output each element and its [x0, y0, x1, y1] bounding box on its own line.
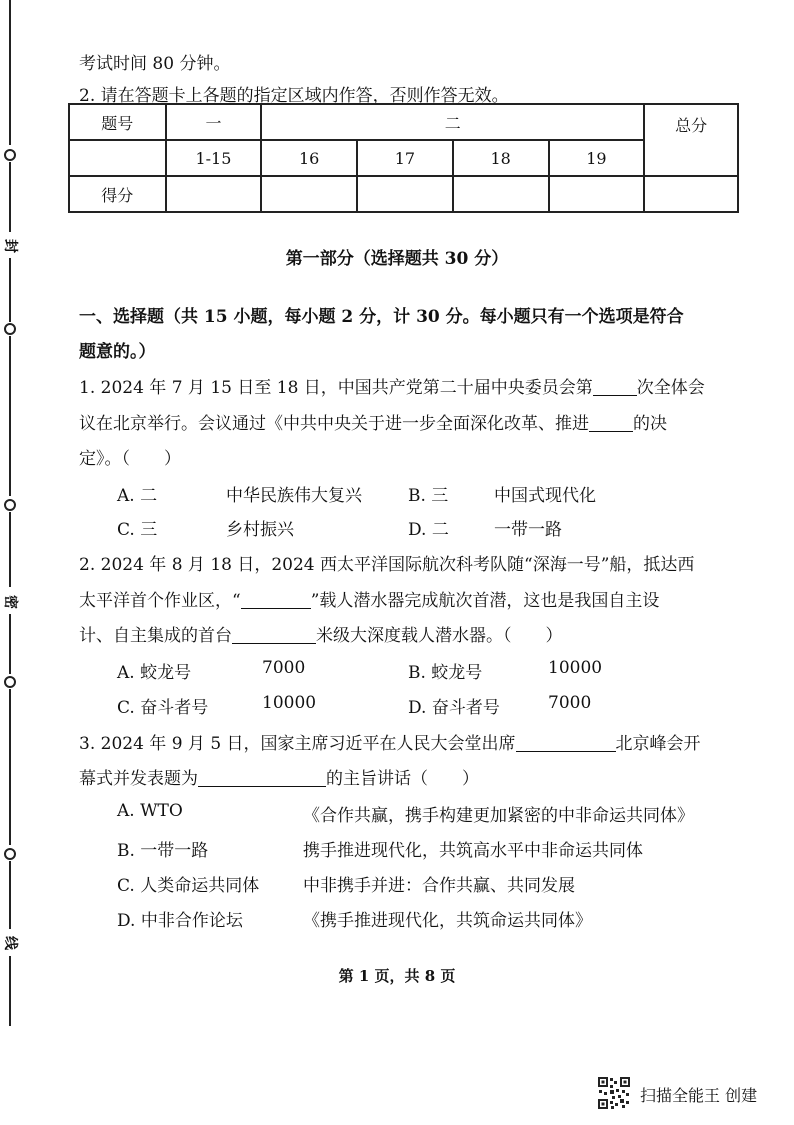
- q2-blank-1[interactable]: [241, 591, 311, 609]
- score-field[interactable]: [357, 176, 453, 212]
- q2-line-1: 2. 2024 年 8 月 18 日，2024 西太平洋国际航次科考队随“深海一号”船，抵达西: [79, 555, 695, 575]
- q2-option-c-letter[interactable]: C. 奋斗者号: [117, 698, 209, 718]
- answer-area-note: 2. 请在答题卡上各题的指定区域内作答，否则作答无效。: [79, 86, 509, 106]
- q2-option-a-text: 7000: [262, 658, 306, 678]
- binding-line: [9, 162, 11, 232]
- score-sub-19: 19: [549, 140, 645, 176]
- score-field-total[interactable]: [644, 176, 738, 212]
- score-sub-1-15: 1-15: [166, 140, 262, 176]
- q1-option-a-text: 中华民族伟大复兴: [226, 486, 362, 506]
- q1-line-1: [79, 373, 705, 398]
- q2-option-d-letter[interactable]: D. 奋斗者号: [408, 698, 500, 718]
- binding-circle: [4, 323, 16, 335]
- q3-option-b-text: 携手推进现代化，共筑高水平中非命运共同体: [303, 841, 643, 861]
- q1-option-c-letter[interactable]: C. 三: [117, 520, 158, 540]
- q1-line-2: [79, 409, 667, 434]
- binding-line: [9, 689, 11, 845]
- binding-line: [9, 614, 11, 674]
- score-table: [68, 103, 739, 213]
- q3-blank-1[interactable]: [516, 734, 616, 752]
- q2-text: 计、自主集成的首台: [79, 626, 232, 646]
- q1-text: 的决: [633, 414, 667, 434]
- q1-option-b-letter[interactable]: B. 三: [408, 486, 449, 506]
- binding-line: [9, 336, 11, 496]
- q1-option-d-letter[interactable]: D. 二: [408, 520, 449, 540]
- q2-text: ”载人潜水器完成航次首潜，这也是我国自主设: [310, 591, 660, 611]
- q1-option-c-text: 乡村振兴: [226, 520, 294, 540]
- q3-line-2: [79, 764, 479, 789]
- section-title: 一、选择题（共 15 小题，每小题 2 分，计 30 分。每小题只有一个选项是符合: [79, 307, 684, 327]
- q2-line-2: [79, 586, 659, 611]
- q3-option-d-text: 《携手推进现代化，共筑命运共同体》: [303, 911, 592, 931]
- binding-line: [9, 512, 11, 587]
- q2-option-a-letter[interactable]: A. 蛟龙号: [117, 663, 192, 683]
- q3-option-d-letter[interactable]: D. 中非合作论坛: [117, 911, 243, 931]
- binding-circle: [4, 848, 16, 860]
- q2-option-d-text: 7000: [548, 693, 592, 713]
- q2-blank-2[interactable]: [232, 626, 316, 644]
- q1-line-3: 定》。（ ）: [79, 449, 181, 469]
- q3-blank-2[interactable]: [198, 769, 326, 787]
- q1-option-d-text: 一带一路: [494, 520, 562, 540]
- score-header-part2: 二: [261, 104, 644, 140]
- q1-option-a-letter[interactable]: A. 二: [117, 486, 158, 506]
- q3-text: 北京峰会开: [615, 734, 701, 754]
- q1-option-b-text: 中国式现代化: [494, 486, 596, 506]
- q2-option-b-letter[interactable]: B. 蛟龙号: [408, 663, 483, 683]
- binding-margin: [0, 0, 30, 1040]
- binding-char-xian: 线: [2, 936, 18, 950]
- q2-text: 太平洋首个作业区，“: [79, 591, 241, 611]
- q3-option-c-letter[interactable]: C. 人类命运共同体: [117, 876, 260, 896]
- binding-circle: [4, 676, 16, 688]
- q3-option-a-letter[interactable]: A. WTO: [117, 801, 183, 821]
- q2-option-c-text: 10000: [262, 693, 317, 713]
- q1-text: 次全体会: [636, 378, 705, 398]
- score-field[interactable]: [261, 176, 357, 212]
- page-number: 第 1 页，共 8 页: [338, 967, 456, 985]
- part-title: 第一部分（选择题共 30 分）: [285, 249, 509, 269]
- binding-line: [9, 0, 11, 145]
- q1-blank-2[interactable]: [589, 414, 633, 432]
- q3-option-c-text: 中非携手并进：合作共赢、共同发展: [303, 876, 575, 896]
- q1-blank-1[interactable]: [593, 378, 637, 396]
- score-sub-16: 16: [261, 140, 357, 176]
- q2-option-b-text: 10000: [548, 658, 603, 678]
- score-sub-17: 17: [357, 140, 453, 176]
- binding-circle: [4, 499, 16, 511]
- scanner-watermark: 扫描全能王 创建: [640, 1086, 758, 1105]
- q1-text: 1. 2024 年 7 月 15 日至 18 日，中国共产党第二十届中央委员会第: [79, 378, 593, 398]
- q3-option-b-letter[interactable]: B. 一带一路: [117, 841, 209, 861]
- q3-text: 3. 2024 年 9 月 5 日，国家主席习近平在人民大会堂出席: [79, 734, 516, 754]
- q2-line-3: [79, 621, 563, 646]
- q2-text: 米级大深度载人潜水器。（ ）: [316, 626, 563, 646]
- score-sub-18: 18: [453, 140, 549, 176]
- score-header-total: 总分: [644, 104, 738, 176]
- score-field[interactable]: [453, 176, 549, 212]
- q3-text: 的主旨讲话（ ）: [326, 769, 479, 789]
- binding-circle: [4, 149, 16, 161]
- q3-option-a-text: 《合作共赢，携手构建更加紧密的中非命运共同体》: [303, 806, 694, 826]
- score-field[interactable]: [549, 176, 645, 212]
- q3-line-1: [79, 729, 701, 754]
- score-header-part1: 一: [166, 104, 262, 140]
- exam-time-note: 考试时间 80 分钟。: [79, 54, 231, 74]
- binding-line: [9, 861, 11, 929]
- score-header-tihao: 题号: [69, 104, 166, 140]
- section-title-cont: 题意的。）: [79, 342, 156, 362]
- qr-code-icon: [597, 1076, 631, 1110]
- score-header-defen: 得分: [69, 176, 166, 212]
- q3-text: 幕式并发表题为: [79, 769, 198, 789]
- score-field[interactable]: [166, 176, 262, 212]
- q1-text: 议在北京举行。会议通过《中共中央关于进一步全面深化改革、推进: [79, 414, 589, 434]
- binding-char-feng: 封: [2, 239, 18, 253]
- score-cell-empty: [69, 140, 166, 176]
- binding-char-mi: 密: [2, 595, 18, 609]
